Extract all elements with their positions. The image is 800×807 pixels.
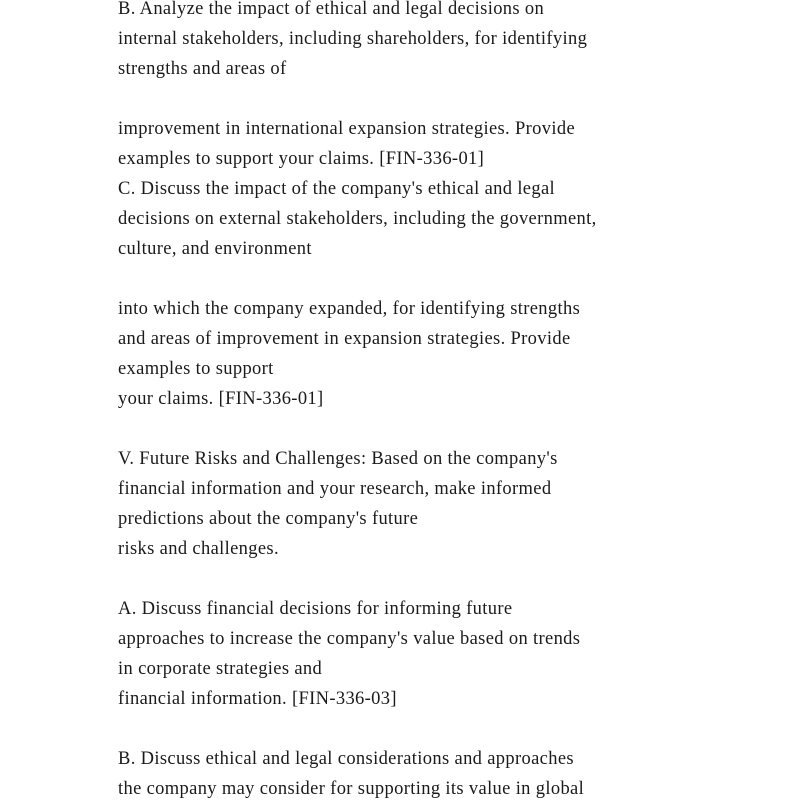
text-line: approaches to increase the company's value based on trends xyxy=(118,629,581,649)
blank-line xyxy=(118,264,718,294)
text-line: culture, and environment xyxy=(118,239,312,259)
text-line: decisions on external stakeholders, including the government, xyxy=(118,209,597,229)
blank-line xyxy=(118,84,718,114)
text-line: examples to support xyxy=(118,359,274,379)
text-line: your claims. [FIN-336-01] xyxy=(118,389,324,409)
text-line: financial information and your research, make informed xyxy=(118,479,552,499)
text-line: C. Discuss the impact of the company's ethical and legal xyxy=(118,179,556,199)
text-line: B. Discuss ethical and legal considerations and approaches xyxy=(118,749,574,769)
text-line: risks and challenges. xyxy=(118,539,279,559)
document-body xyxy=(118,0,718,804)
blank-line xyxy=(118,564,718,594)
text-line: strengths and areas of xyxy=(118,59,287,79)
text-line: predictions about the company's future xyxy=(118,509,419,529)
text-line: financial information. [FIN-336-03] xyxy=(118,689,397,709)
text-line: examples to support your claims. [FIN-336-01] xyxy=(118,149,485,169)
text-line: in corporate strategies and xyxy=(118,659,323,679)
text-line: A. Discuss financial decisions for informing future xyxy=(118,599,513,619)
section-heading-line: V. Future Risks and Challenges: Based on the company's xyxy=(118,449,558,469)
text-line: improvement in international expansion strategies. Provide xyxy=(118,119,576,139)
text-line: B. Analyze the impact of ethical and legal decisions on xyxy=(118,0,545,19)
blank-line xyxy=(118,714,718,744)
text-line: into which the company expanded, for identifying strengths xyxy=(118,299,581,319)
blank-line xyxy=(118,414,718,444)
text-line: the company may consider for supporting its value in global xyxy=(118,779,585,799)
text-line: internal stakeholders, including shareholders, for identifying xyxy=(118,29,588,49)
text-line: and areas of improvement in expansion strategies. Provide xyxy=(118,329,571,349)
